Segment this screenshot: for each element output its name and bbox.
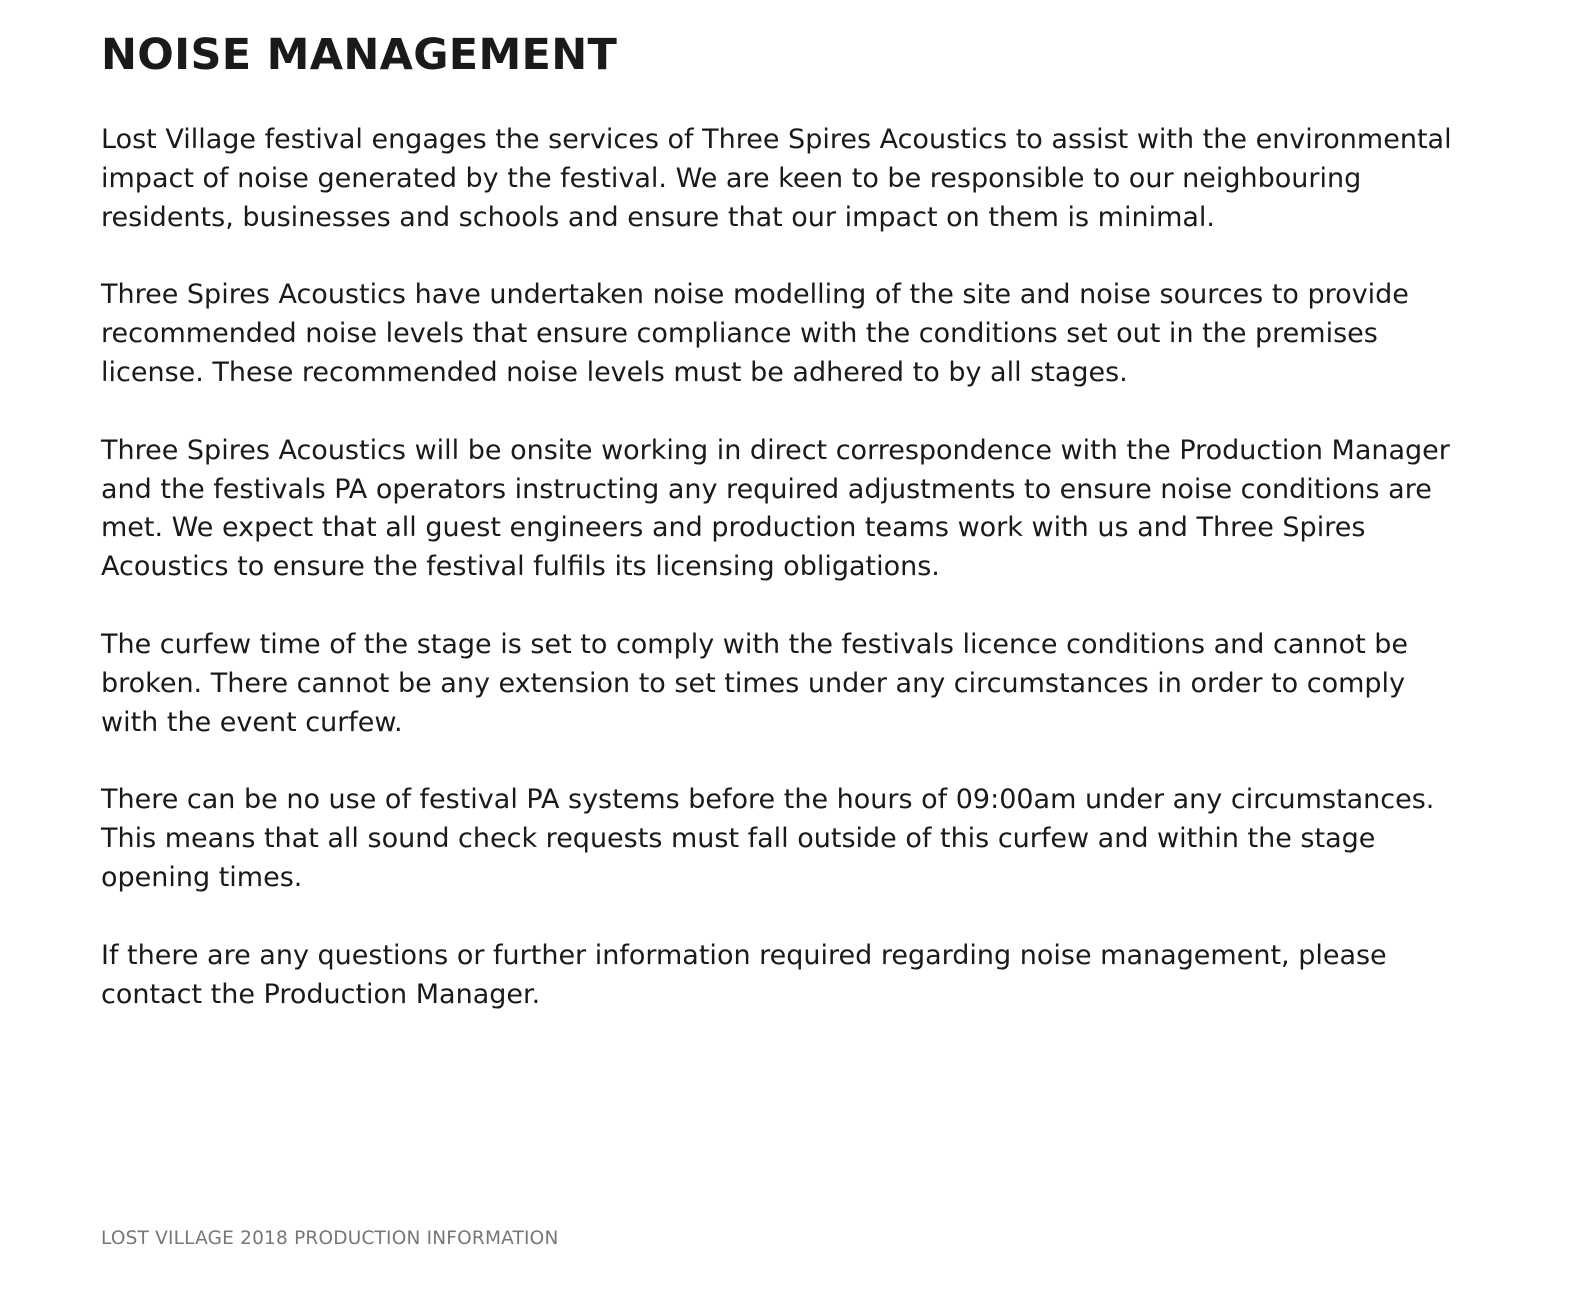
paragraph-contact: If there are any questions or further information required regarding noise management, please contact the Production Manager. — [101, 939, 1387, 1010]
paragraph-curfew: The curfew time of the stage is set to comply with the festivals licence conditions and cannot be broken. There cannot be any extension to set times under any circumstances in order to comply with the event curfew. — [101, 628, 1409, 738]
paragraph-onsite-correspondence: Three Spires Acoustics will be onsite working in direct correspondence with the Production Manager and the festivals PA operators instructing any required adjustments to ensure noise conditions are met. We expect that all guest engineers and production teams work with us and Three Spires Acoustics to ensure the festival fulfils its licensing obligations. — [101, 434, 1450, 583]
paragraph-noise-modelling: Three Spires Acoustics have undertaken noise modelling of the site and noise sources to provide recommended noise levels that ensure compliance with the conditions set out in the premises license. These recommended noise levels must be adhered to by all stages. — [101, 279, 1409, 388]
page-footer: LOST VILLAGE 2018 PRODUCTION INFORMATION — [101, 1228, 559, 1249]
page-title: NOISE MANAGEMENT — [101, 30, 618, 80]
body-text — [101, 121, 1461, 1053]
paragraph-pa-hours: There can be no use of festival PA systems before the hours of 09:00am under any circumstances. This means that all sound check requests must fall outside of this curfew and within the stage opening times. — [101, 784, 1435, 893]
paragraph-intro: Lost Village festival engages the services of Three Spires Acoustics to assist with the environmental impact of noise generated by the festival. We are keen to be responsible to our neighbouring residents, businesses and schools and ensure that our impact on them is minimal. — [101, 124, 1452, 233]
